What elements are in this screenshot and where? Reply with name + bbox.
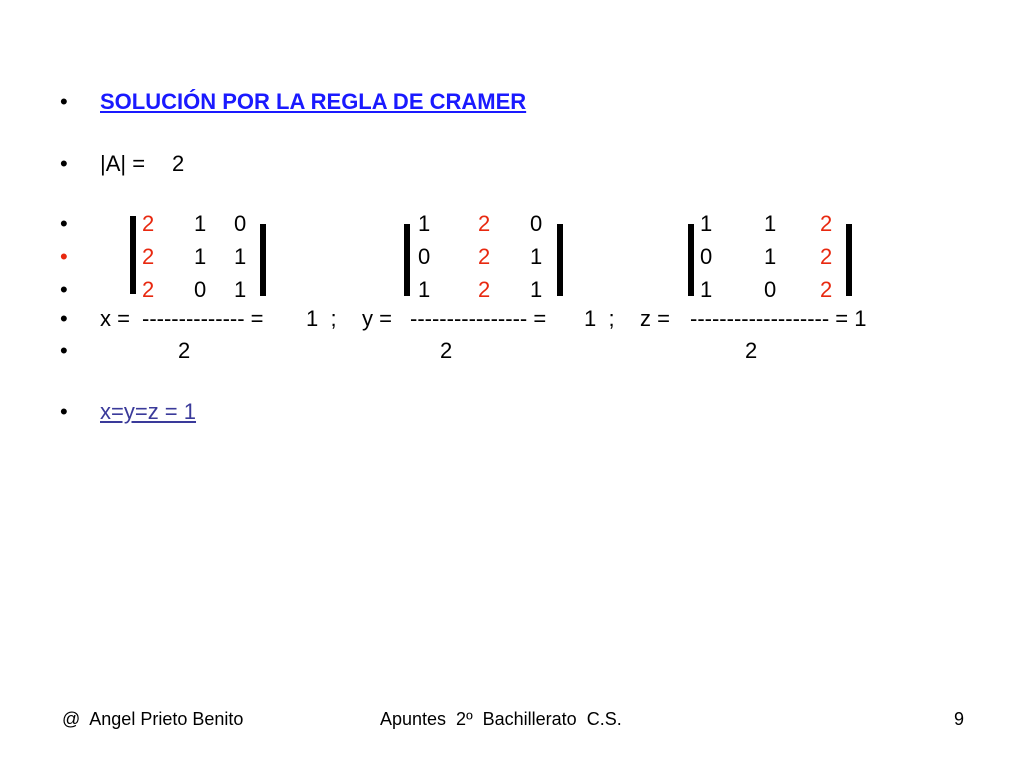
matrix-y-cell: 1 bbox=[530, 244, 543, 269]
matrix-z-right-bar bbox=[846, 224, 852, 296]
y-label: y = bbox=[362, 306, 392, 331]
matrix-x-cell: 0 bbox=[194, 277, 207, 302]
y-denominator: 2 bbox=[440, 338, 453, 363]
matrix-z-cell: 1 bbox=[700, 277, 713, 302]
y-result: 1 ; bbox=[584, 306, 615, 331]
matrix-x-left-bar bbox=[130, 216, 136, 294]
det-value: 2 bbox=[172, 151, 185, 176]
footer-course: Apuntes 2º Bachillerato C.S. bbox=[380, 709, 622, 729]
matrix-x-cell: 1 bbox=[234, 244, 247, 269]
bullet-denominator: • bbox=[60, 338, 68, 363]
matrix-x-cell: 2 bbox=[142, 277, 155, 302]
footer-page-number: 9 bbox=[954, 709, 965, 729]
page-title: SOLUCIÓN POR LA REGLA DE CRAMER bbox=[100, 89, 527, 114]
x-denominator: 2 bbox=[178, 338, 191, 363]
matrix-y-cell: 0 bbox=[530, 211, 543, 236]
matrix-x-cell: 1 bbox=[194, 211, 207, 236]
bullet-det: • bbox=[60, 151, 68, 176]
bullet-result: • bbox=[60, 399, 68, 424]
det-label: |A| = bbox=[100, 151, 146, 176]
bullet-title: • bbox=[60, 89, 68, 114]
matrix-y-cell: 1 bbox=[418, 211, 431, 236]
bullet-row3: • bbox=[60, 277, 68, 302]
matrix-y-cell: 2 bbox=[478, 244, 491, 269]
matrix-x-cell: 2 bbox=[142, 244, 155, 269]
matrix-z-cell: 1 bbox=[764, 211, 777, 236]
z-denominator: 2 bbox=[745, 338, 758, 363]
matrix-z-cell: 2 bbox=[820, 244, 833, 269]
x-result: 1 ; bbox=[306, 306, 337, 331]
matrix-x-right-bar bbox=[260, 224, 266, 296]
matrix-x-cell: 0 bbox=[234, 211, 247, 236]
bullet-row2: • bbox=[60, 244, 68, 269]
bullet-row1: • bbox=[60, 211, 68, 236]
footer-author: @ Angel Prieto Benito bbox=[62, 709, 244, 729]
matrix-x-cell: 2 bbox=[142, 211, 155, 236]
bullet-fraction: • bbox=[60, 306, 68, 331]
matrix-z-cell: 1 bbox=[764, 244, 777, 269]
matrix-z-cell: 0 bbox=[764, 277, 777, 302]
x-fraction-bar: -------------- = bbox=[142, 306, 264, 331]
matrix-z-cell: 0 bbox=[700, 244, 713, 269]
matrix-y-cell: 0 bbox=[418, 244, 431, 269]
z-fraction-bar: ------------------- = 1 bbox=[690, 306, 867, 331]
matrix-x-cell: 1 bbox=[194, 244, 207, 269]
matrix-y-cell: 1 bbox=[418, 277, 431, 302]
z-label: z = bbox=[640, 306, 670, 331]
matrix-x-cell: 1 bbox=[234, 277, 247, 302]
y-fraction-bar: ---------------- = bbox=[410, 306, 547, 331]
matrix-y-cell: 2 bbox=[478, 277, 491, 302]
matrix-z-cell: 2 bbox=[820, 277, 833, 302]
matrix-z-left-bar bbox=[688, 224, 694, 296]
matrix-y-cell: 1 bbox=[530, 277, 543, 302]
matrix-z-cell: 2 bbox=[820, 211, 833, 236]
result-text: x=y=z = 1 bbox=[100, 399, 197, 424]
matrix-y-right-bar bbox=[557, 224, 563, 296]
x-label: x = bbox=[100, 306, 130, 331]
matrix-y-cell: 2 bbox=[478, 211, 491, 236]
matrix-z-cell: 1 bbox=[700, 211, 713, 236]
matrix-y-left-bar bbox=[404, 224, 410, 296]
